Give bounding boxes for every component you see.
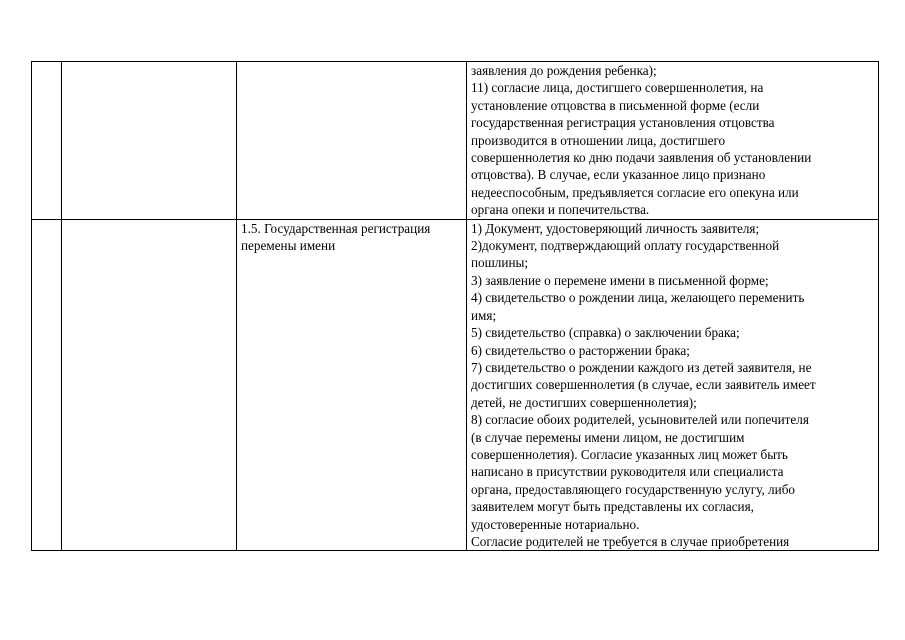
documents-line: 7) свидетельство о рождении каждого из детей заявителя, не xyxy=(471,359,812,375)
documents-line: заявителем могут быть представлены их согласия, xyxy=(471,499,754,515)
service-name-cell xyxy=(237,62,467,220)
documents-line: 2)документ, подтверждающий оплату государственной xyxy=(471,238,780,254)
documents-line: органа, предоставляющего государственную услугу, либо xyxy=(471,481,795,497)
documents-line: производится в отношении лица, достигшего xyxy=(471,132,726,148)
service-name-line: 1.5. Государственная регистрация xyxy=(241,220,431,236)
documents-line: 4) свидетельство о рождении лица, желающего переменить xyxy=(471,290,805,306)
documents-line: отцовства). В случае, если указанное лицо признано xyxy=(471,167,766,183)
documents-line: 11) согласие лица, достигшего совершеннолетия, на xyxy=(471,80,764,96)
documents-line: недееспособным, предъявляется согласие его опекуна или xyxy=(471,184,799,200)
number-cell xyxy=(32,219,62,551)
table-row xyxy=(32,219,879,551)
documents-line: совершеннолетия). Согласие указанных лиц может быть xyxy=(471,446,788,462)
documents-line: установление отцовства в письменной форме (если xyxy=(471,97,760,113)
documents-line: имя; xyxy=(471,307,497,323)
documents-line: 6) свидетельство о расторжении брака; xyxy=(471,342,690,358)
category-cell xyxy=(62,219,237,551)
documents-line: государственная регистрация установления отцовства xyxy=(471,115,775,131)
documents-line: Согласие родителей не требуется в случае приобретения xyxy=(471,533,790,549)
number-cell xyxy=(32,62,62,220)
documents-line: детей, не достигших совершеннолетия); xyxy=(471,394,697,410)
documents-cell xyxy=(467,62,879,220)
documents-line: достигших совершеннолетия (в случае, если заявитель имеет xyxy=(471,377,816,393)
category-cell xyxy=(62,62,237,220)
documents-line: (в случае перемены имени лицом, не достигшим xyxy=(471,429,745,445)
service-name-cell xyxy=(237,219,467,551)
documents-line: написано в присутствии руководителя или специалиста xyxy=(471,464,784,480)
documents-line: 3) заявление о перемене имени в письменной форме; xyxy=(471,272,769,288)
documents-line: пошлины; xyxy=(471,255,529,271)
document-table xyxy=(31,61,879,551)
documents-line: 5) свидетельство (справка) о заключении брака; xyxy=(471,325,740,341)
documents-line: заявления до рождения ребенка); xyxy=(471,63,657,78)
documents-line: совершеннолетия ко дню подачи заявления об установлении xyxy=(471,150,812,166)
table-row xyxy=(32,62,879,220)
documents-line: 8) согласие обоих родителей, усыновителей или попечителя xyxy=(471,412,809,428)
documents-line: органа опеки и попечительства. xyxy=(471,202,650,218)
documents-cell xyxy=(467,219,879,551)
service-name-line: перемены имени xyxy=(241,238,336,254)
documents-line: 1) Документ, удостоверяющий личность заявителя; xyxy=(471,220,760,236)
documents-line: удостоверенные нотариально. xyxy=(471,516,640,532)
